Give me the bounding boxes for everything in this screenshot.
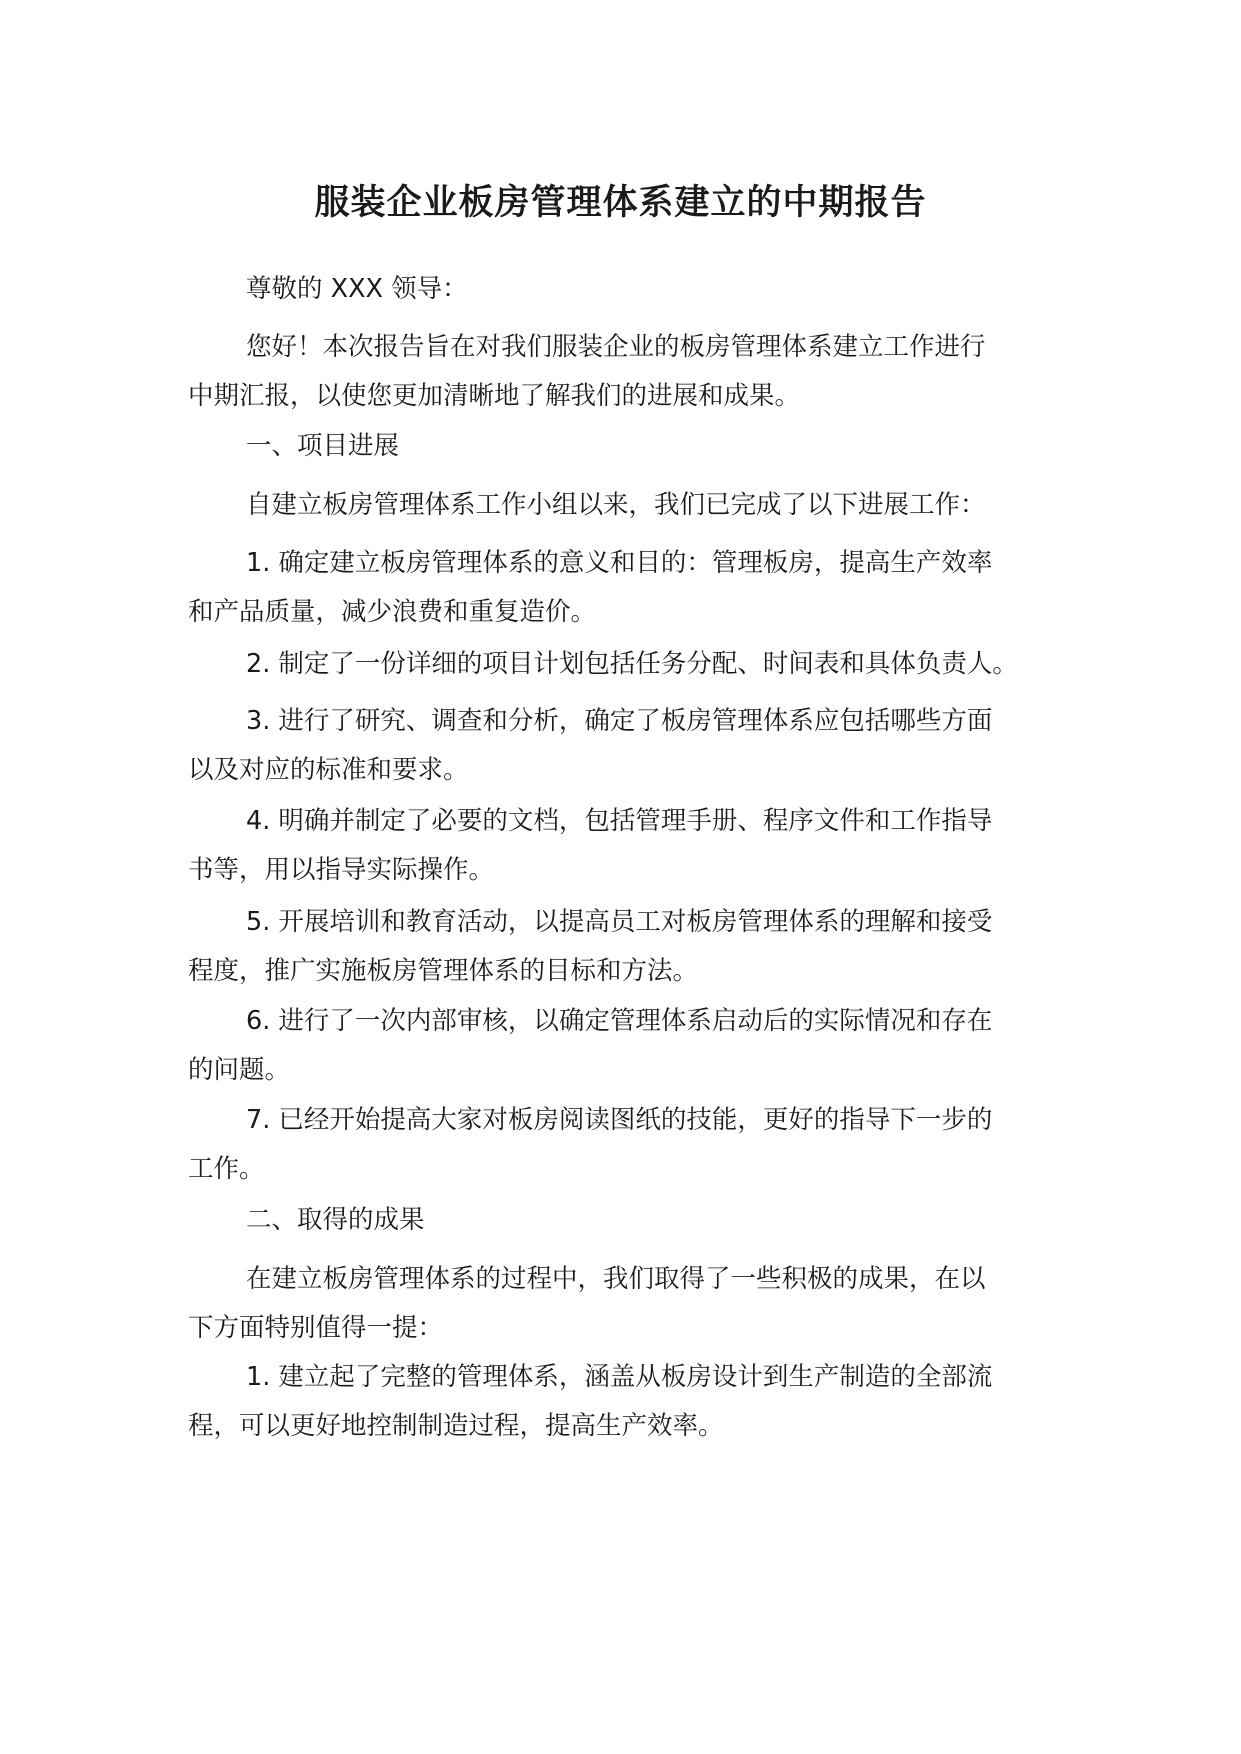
text-line: 一、项目进展 [246, 431, 400, 461]
text-line: 二、取得的成果 [246, 1205, 425, 1235]
list-item-5 [188, 898, 1053, 996]
salutation [188, 265, 1053, 314]
list-item-7 [188, 1096, 1053, 1194]
list-item-2 [188, 640, 1053, 689]
paragraph-results-intro [188, 1255, 1053, 1353]
text-line: 自建立板房管理体系工作小组以来，我们已完成了以下进展工作： [246, 490, 986, 520]
text-line: 的问题。 [188, 1055, 291, 1085]
text-line: 您好！本次报告旨在对我们服装企业的板房管理体系建立工作进行 [246, 332, 986, 362]
paragraph-progress-intro [188, 481, 1053, 530]
text-line: 尊敬的 XXX 领导： [246, 274, 468, 304]
list-item-4 [188, 797, 1053, 895]
text-line: 以及对应的标准和要求。 [188, 755, 469, 785]
text-line: 4. 明确并制定了必要的文档，包括管理手册、程序文件和工作指导 [246, 806, 993, 836]
text-line: 中期汇报，以使您更加清晰地了解我们的进展和成果。 [188, 381, 801, 411]
text-line: 程度，推广实施板房管理体系的目标和方法。 [188, 956, 699, 986]
text-line: 和产品质量，减少浪费和重复造价。 [188, 597, 597, 627]
section-heading-progress [188, 422, 1053, 471]
text-line: 下方面特别值得一提： [188, 1313, 444, 1343]
text-line: 1. 建立起了完整的管理体系，涵盖从板房设计到生产制造的全部流 [246, 1362, 993, 1392]
list-item-1 [188, 539, 1053, 637]
section-heading-results [188, 1196, 1053, 1245]
text-line: 7. 已经开始提高大家对板房阅读图纸的技能，更好的指导下一步的 [246, 1105, 993, 1135]
document-title: 服装企业板房管理体系建立的中期报告 [314, 183, 927, 223]
text-line: 2. 制定了一份详细的项目计划包括任务分配、时间表和具体负责人。 [246, 649, 1018, 679]
text-line: 5. 开展培训和教育活动，以提高员工对板房管理体系的理解和接受 [246, 907, 993, 937]
text-line: 1. 确定建立板房管理体系的意义和目的：管理板房，提高生产效率 [246, 548, 993, 578]
text-line: 书等，用以指导实际操作。 [188, 855, 495, 885]
text-line: 3. 进行了研究、调查和分析，确定了板房管理体系应包括哪些方面 [246, 706, 993, 736]
list-item-6 [188, 997, 1053, 1095]
text-line: 在建立板房管理体系的过程中，我们取得了一些积极的成果，在以 [246, 1264, 986, 1294]
text-line: 工作。 [188, 1154, 265, 1184]
paragraph-intro [188, 323, 1053, 421]
text-line: 6. 进行了一次内部审核，以确定管理体系启动后的实际情况和存在 [246, 1006, 993, 1036]
list-item-3 [188, 697, 1053, 795]
text-line: 程，可以更好地控制制造过程，提高生产效率。 [188, 1411, 724, 1441]
results-item-1 [188, 1353, 1053, 1451]
